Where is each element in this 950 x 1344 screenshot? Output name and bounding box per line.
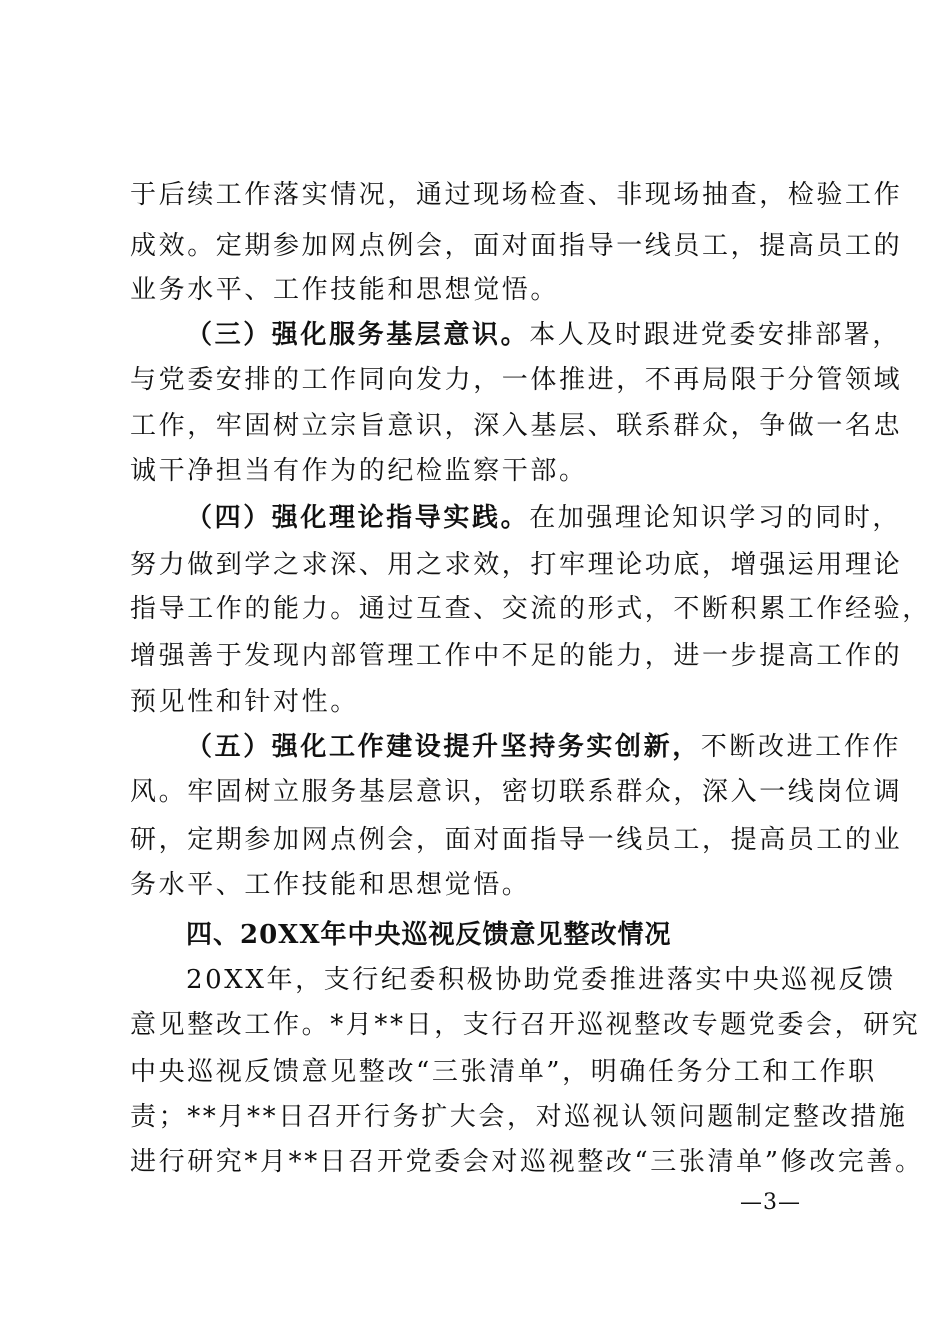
paragraph-line: 进行研究*月**日召开党委会对巡视整改“三张清单”修改完善。 (130, 1147, 924, 1177)
paragraph-text: 不断改进工作作 (700, 732, 902, 762)
paragraph-first-line (186, 310, 902, 360)
paragraph-line: 务水平、工作技能和思想觉悟。 (130, 870, 531, 900)
paragraph-lead-heading: （四）强化理论指导实践。 (186, 503, 530, 533)
paragraph-line: 工作，牢固树立宗旨意识，深入基层、联系群众，争做一名忠 (130, 411, 903, 441)
paragraph-line: 预见性和针对性。 (130, 687, 359, 717)
paragraph-first-line (186, 722, 902, 772)
paragraph-lead-heading: （五）强化工作建设提升坚持务实创新， (186, 732, 701, 762)
paragraph-line: 成效。定期参加网点例会，面对面指导一线员工，提高员工的 (130, 231, 903, 261)
paragraph-line: 业务水平、工作技能和思想觉悟。 (130, 275, 560, 305)
paragraph-lead-heading: （三）强化服务基层意识。 (186, 320, 530, 350)
section-heading: 四、20XX年中央巡视反馈意见整改情况 (186, 920, 672, 950)
paragraph-first-line: 20XX年，支行纪委积极协助党委推进落实中央巡视反馈 (186, 965, 896, 995)
paragraph-first-line (186, 493, 902, 543)
paragraph-line: 指导工作的能力。通过互查、交流的形式，不断积累工作经验， (130, 594, 931, 624)
paragraph-line: 中央巡视反馈意见整改“三张清单”，明确任务分工和工作职 (130, 1057, 877, 1087)
paragraph-text: 本人及时跟进党委安排部署， (529, 320, 902, 350)
paragraph-line: 意见整改工作。*月**日，支行召开巡视整改专题党委会，研究 (130, 1010, 921, 1040)
paragraph-line: 诚干净担当有作为的纪检监察干部。 (130, 456, 588, 486)
page-number: —3— (740, 1190, 801, 1215)
paragraph-line: 努力做到学之求深、用之求效，打牢理论功底，增强运用理论 (130, 550, 903, 580)
paragraph-line: 于后续工作落实情况，通过现场检查、非现场抽查，检验工作 (130, 180, 903, 210)
paragraph-line: 增强善于发现内部管理工作中不足的能力，进一步提高工作的 (130, 641, 903, 671)
paragraph-line: 研，定期参加网点例会，面对面指导一线员工，提高员工的业 (130, 825, 903, 855)
paragraph-text: 在加强理论知识学习的同时， (529, 503, 902, 533)
paragraph-line: 责；**月**日召开行务扩大会，对巡视认领问题制定整改措施 (130, 1102, 908, 1132)
paragraph-line: 与党委安排的工作同向发力，一体推进，不再局限于分管领域 (130, 365, 903, 395)
paragraph-line: 风。牢固树立服务基层意识，密切联系群众，深入一线岗位调 (130, 777, 903, 807)
